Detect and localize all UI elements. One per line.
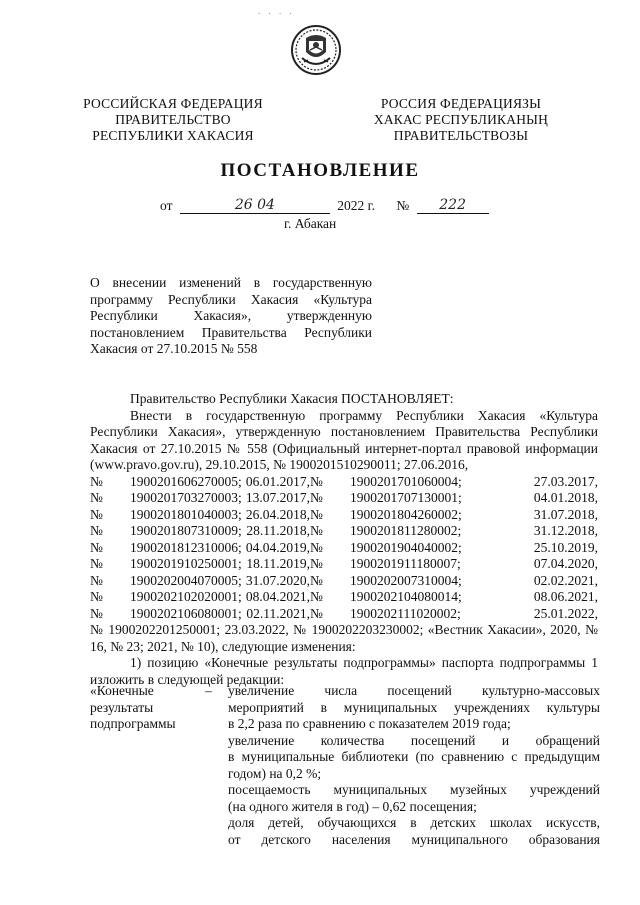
registry-tail: № 1900202201250001; 23.03.2022, № 1900202203230002; «Вестник Хакасии», 2020, № 16, № 23; 2021, № 10), следующие изменения:	[90, 622, 598, 654]
date-prefix: от	[160, 198, 173, 213]
registry-cell: 1900201910250001;	[130, 556, 242, 571]
document-body	[90, 391, 598, 688]
registry-cell: 1900201904040002;	[350, 539, 462, 555]
city-name: г. Абакан	[284, 216, 337, 231]
registry-cell: №	[310, 589, 323, 604]
header-khakas	[366, 96, 556, 144]
registry-cell: 1900201801040003;	[130, 506, 242, 522]
registry-cell: 31.07.2018,	[533, 506, 598, 522]
registry-cell: 1900201811280002;	[350, 523, 462, 538]
registry-cell: 04.04.2019,	[245, 539, 310, 555]
registry-cell: №	[310, 490, 323, 505]
registry-cell: №	[90, 473, 103, 489]
registry-cell: 06.01.2017,	[245, 473, 310, 489]
registry-cell: 07.04.2020,	[533, 556, 598, 571]
registry-cell: 1900201807310009;	[130, 523, 242, 538]
registry-cell: №	[310, 473, 323, 489]
document-title: ПОСТАНОВЛЕНИЕ	[220, 160, 420, 181]
registry-cell: 1900201707130001;	[350, 490, 462, 505]
registry-cell: №	[90, 589, 103, 604]
registry-cell: №	[310, 506, 323, 522]
table-left-label: «Конечные результаты подпрограммы	[90, 683, 176, 731]
table-text-line: увеличение числа посещений культурно-массовых	[228, 683, 600, 698]
registry-cell: 25.01.2022,	[533, 605, 598, 621]
registry-cell: №	[310, 572, 323, 588]
table-text-line: увеличение количества посещений и обращений	[228, 732, 600, 748]
registry-cell: №	[310, 556, 323, 571]
table-text-line: (на одного жителя в год) – 0,62 посещения;	[228, 798, 477, 814]
registry-cell: №	[90, 506, 103, 522]
registry-cell: 08.06.2021,	[533, 589, 598, 604]
registry-cell: 1900202004070005;	[130, 572, 242, 588]
decree-paragraph: Правительство Республики Хакасия ПОСТАНОВЛЯЕТ:	[130, 391, 454, 406]
table-text-line: посещаемость муниципальных музейных учреждений	[228, 782, 600, 797]
registry-cell: №	[90, 556, 103, 571]
header-russian	[78, 96, 268, 144]
registry-cell: 1900202111020002;	[350, 605, 461, 621]
registry-cell: 1900202106080001;	[130, 605, 242, 621]
handwritten-number: 222	[417, 199, 489, 214]
registry-cell: 1900202007310004;	[350, 572, 462, 588]
header-line: РОССИЯ ФЕДЕРАЦИЯЗЫ	[380, 96, 542, 111]
table-dash: –	[205, 683, 212, 698]
registry-cell: 13.07.2017,	[245, 490, 310, 505]
registry-cell: №	[90, 605, 103, 621]
handwritten-date: 26 04	[180, 199, 330, 214]
registry-cell: 1900201703270003;	[130, 490, 242, 505]
registry-cell: 27.03.2017,	[533, 473, 598, 489]
registry-cell: №	[310, 539, 323, 555]
registry-cell: 02.11.2021,	[246, 605, 310, 621]
registry-cell: 1900201911180007;	[350, 556, 461, 571]
table-right-text	[228, 683, 600, 848]
registry-cell: 25.10.2019,	[533, 539, 598, 555]
intro-paragraph: Внести в государственную программу Республики Хакасия «Культура Республики Хакасия», утвержденную постановлением Правительства Республики Хакасия от 27.10.2015 № 558 (Официальный интернет-портал правовой информации (www.pravo.gov.ru), 29.10.2015, № 1900201510290011; 27.06.2016,	[90, 407, 598, 472]
registry-cell: 1900201804260002;	[350, 506, 462, 522]
registry-cell: 1900201606270005;	[130, 473, 242, 489]
registry-cell: №	[310, 605, 323, 621]
registry-cell: 1900202102020001;	[130, 589, 242, 604]
table-text-line: доля детей, обучающихся в детских школах искусств,	[228, 815, 600, 830]
registry-list	[90, 474, 598, 623]
table-text-line: от детского населения муниципального образования	[228, 831, 600, 847]
date-number-line	[160, 198, 489, 214]
registry-cell: 31.12.2018,	[533, 523, 598, 538]
registry-cell: 1900202104080014;	[350, 589, 462, 604]
registry-cell: №	[90, 539, 103, 555]
registry-cell: 1900201701060004;	[350, 473, 462, 489]
item-1-paragraph: 1) позицию «Конечные результаты подпрограммы» паспорта подпрограммы 1 изложить в следующей редакции:	[90, 655, 598, 687]
registry-cell: №	[90, 523, 103, 538]
header-line: ПРАВИТЕЛЬСТВО	[115, 112, 231, 127]
table-text-line: в муниципальные библиотеки (по сравнению с предыдущим	[228, 749, 600, 764]
header-line: ПРАВИТЕЛЬСТВОЗЫ	[393, 128, 529, 143]
table-text-line: годом) на 0,2 %;	[228, 765, 322, 781]
scan-marks: . . . .	[258, 6, 295, 16]
registry-cell: №	[310, 523, 323, 538]
registry-cell: 28.11.2018,	[246, 523, 310, 538]
registry-cell: 31.07.2020,	[245, 572, 310, 588]
registry-cell: 08.04.2021,	[245, 589, 310, 604]
document-subject: О внесении изменений в государственную программу Республики Хакасия «Культура Республики Хакасия», утвержденную постановлением Правительства Республики Хакасия от 27.10.2015 № 558	[90, 275, 372, 356]
date-year: 2022 г.	[337, 198, 375, 213]
registry-cell: 1900201812310006;	[130, 539, 242, 555]
registry-cell: 26.04.2018,	[245, 506, 310, 522]
registry-cell: 04.01.2018,	[533, 490, 598, 505]
header-line: ХАКАС РЕСПУБЛИКАНЫҢ	[373, 112, 549, 127]
registry-cell: 18.11.2019,	[246, 556, 310, 571]
header-line: РЕСПУБЛИКИ ХАКАСИЯ	[92, 128, 254, 143]
registry-cell: 02.02.2021,	[533, 572, 598, 588]
coat-of-arms-emblem-icon	[290, 24, 342, 76]
registry-cell: №	[90, 490, 103, 505]
header-line: РОССИЙСКАЯ ФЕДЕРАЦИЯ	[83, 96, 263, 111]
table-text-line: в 2,2 раза по сравнению с показателем 2019 года;	[228, 716, 511, 731]
registry-cell: №	[90, 572, 103, 588]
table-text-line: мероприятий в муниципальных учреждениях культуры	[228, 699, 600, 715]
number-sign: №	[396, 198, 410, 213]
